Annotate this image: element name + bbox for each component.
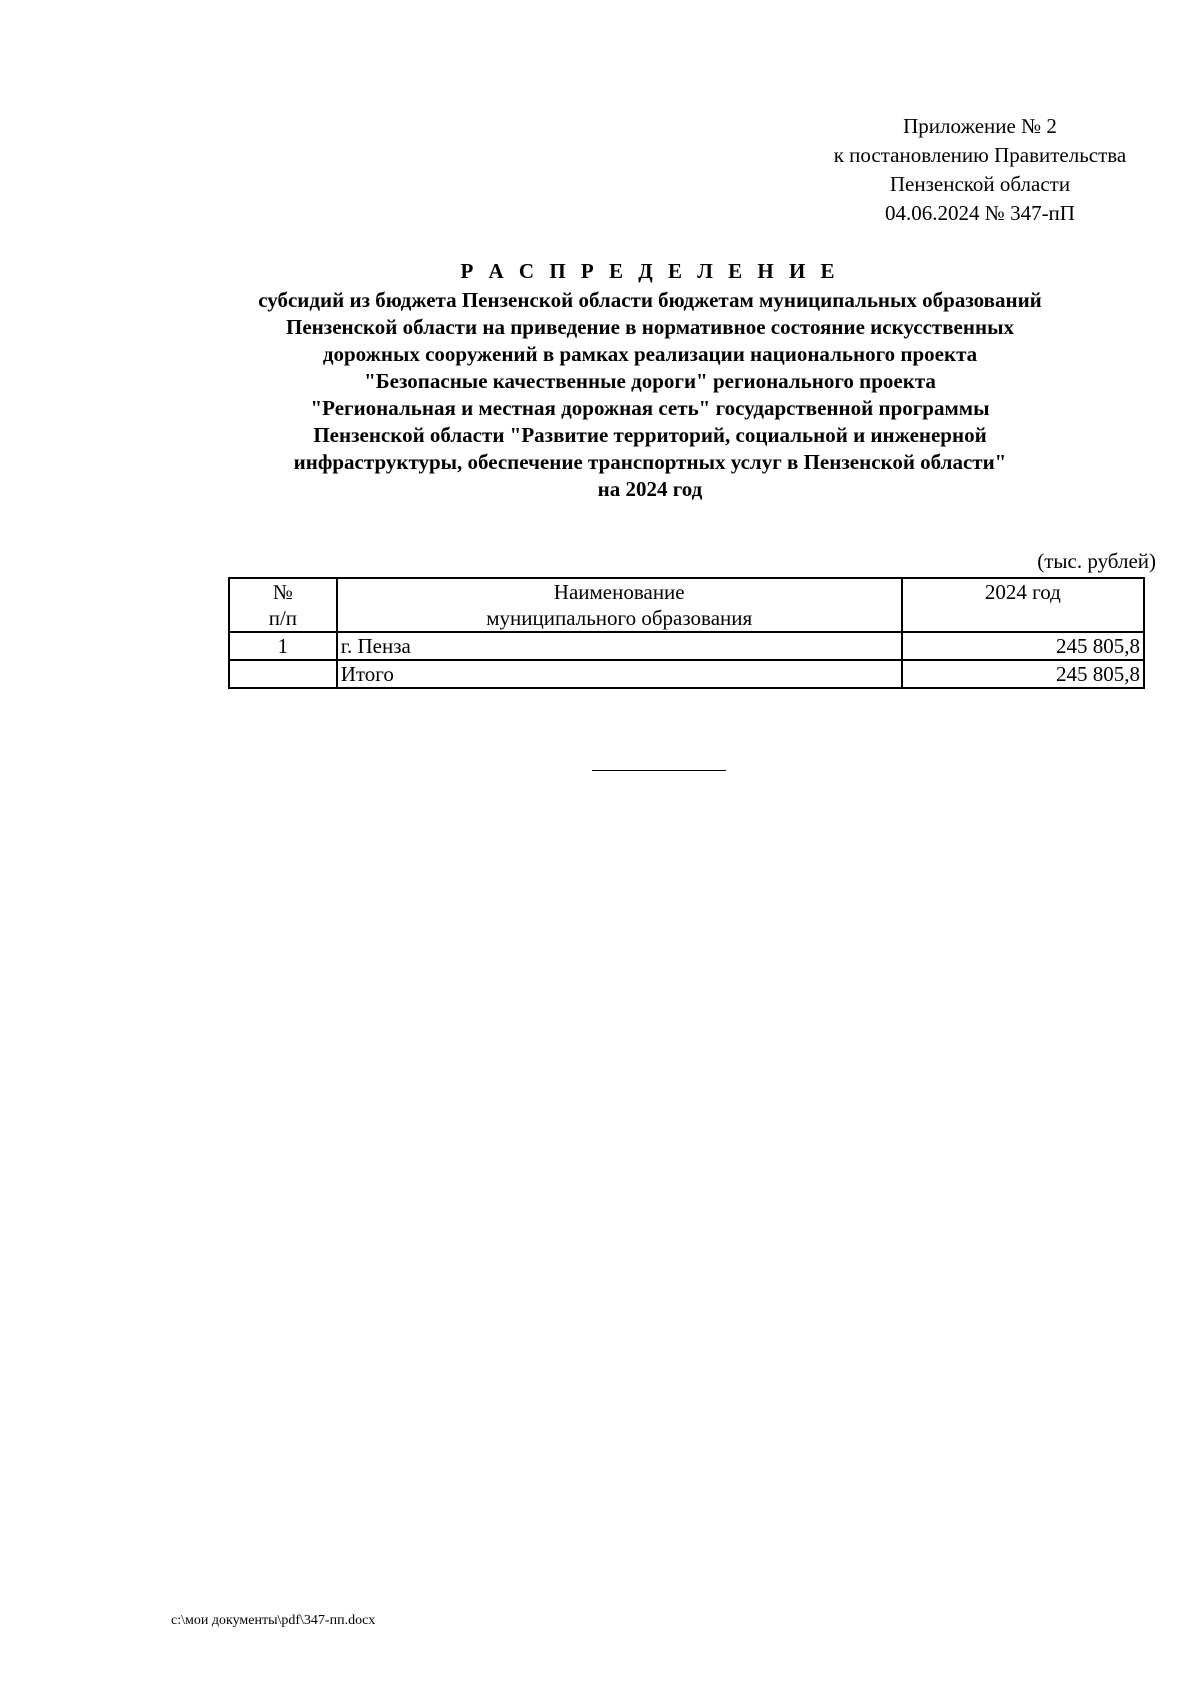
title-line: Пензенской области на приведение в нормативное состояние искусственных bbox=[286, 315, 1014, 339]
row-amount: 245 805,8 bbox=[902, 632, 1144, 660]
header-name: Наименование муниципального образования bbox=[337, 578, 902, 632]
title-line: на 2024 год bbox=[597, 477, 703, 501]
annex-reference: к постановлению Правительства bbox=[833, 143, 1127, 167]
units-label: (тыс. рублей) bbox=[1037, 549, 1156, 573]
table-header-row bbox=[229, 578, 1144, 632]
table-total-row bbox=[229, 660, 1144, 688]
title-line: дорожных сооружений в рамках реализации национального проекта bbox=[322, 342, 978, 366]
title-line: Пензенской области "Развитие территорий, социальной и инженерной bbox=[313, 423, 987, 447]
annex-date-number: 04.06.2024 № 347-пП bbox=[885, 201, 1075, 225]
annex-region: Пензенской области bbox=[889, 172, 1071, 196]
annex-block bbox=[800, 112, 1160, 228]
row-number: 1 bbox=[229, 632, 337, 660]
title-line: "Региональная и местная дорожная сеть" государственной программы bbox=[310, 396, 990, 420]
distribution-table bbox=[228, 577, 1145, 689]
title-line: субсидий из бюджета Пензенской области бюджетам муниципальных образований bbox=[258, 288, 1042, 312]
header-year: 2024 год bbox=[902, 578, 1144, 632]
table-row bbox=[229, 632, 1144, 660]
row-total-label: Итого bbox=[337, 660, 902, 688]
annex-number: Приложение № 2 bbox=[903, 114, 1057, 138]
document-title bbox=[150, 258, 1150, 503]
title-heading: Р А С П Р Е Д Е Л Е Н И Е bbox=[460, 259, 840, 283]
title-line: инфраструктуры, обеспечение транспортных услуг в Пензенской области" bbox=[293, 450, 1007, 474]
title-line: "Безопасные качественные дороги" регионального проекта bbox=[364, 369, 936, 393]
footer-file-path: c:\мои документы\pdf\347-пп.docx bbox=[171, 1613, 376, 1628]
row-municipality: г. Пенза bbox=[337, 632, 902, 660]
header-number: № п/п bbox=[229, 578, 337, 632]
row-total-amount: 245 805,8 bbox=[902, 660, 1144, 688]
end-separator-line bbox=[592, 770, 726, 771]
row-number bbox=[229, 660, 337, 688]
